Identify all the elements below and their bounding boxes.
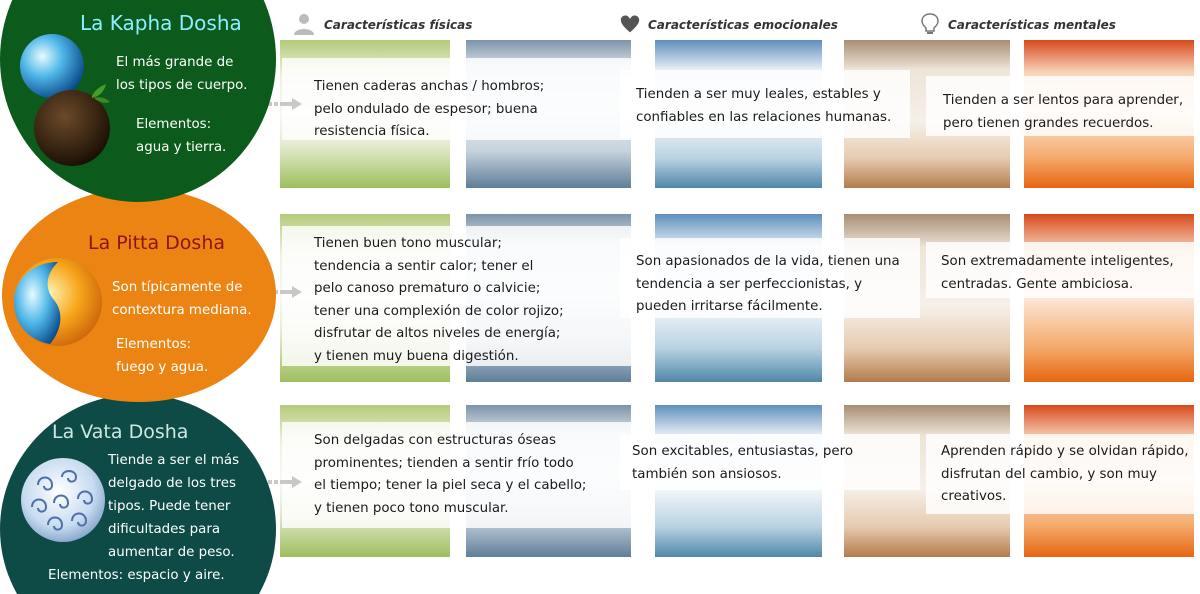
header-physical (292, 10, 472, 40)
vata-mental-text: Aprenden rápido y se olvidan rápido, disfrutan del cambio, y son muy creativos. (941, 444, 1189, 504)
header-emotional (620, 10, 838, 40)
pitta-emotional-text: Son apasionados de la vida, tienen una tendencia a ser perfeccionistas, y pueden irritarse fácilmente. (636, 254, 900, 314)
person-icon (292, 12, 316, 39)
vata-body-text: Tiende a ser el más delgado de los tres tipos. Puede tener dificultades para aumentar de peso. (108, 453, 240, 560)
kapha-body-text: El más grande de los tipos de cuerpo. (116, 55, 248, 93)
arrow-right-icon (268, 476, 304, 488)
lightbulb-icon (920, 12, 940, 39)
heart-icon (620, 14, 640, 37)
kapha-elements-text: Elementos: agua y tierra. (136, 117, 227, 155)
header-mental (920, 10, 1116, 40)
vata-elements-text: Elementos: espacio y aire. (48, 568, 225, 583)
kapha-title: La Kapha Dosha (80, 11, 242, 35)
header-emotional-label: Características emocionales (648, 18, 838, 32)
vata-physical-text: Son delgadas con estructuras óseas prominentes; tienden a sentir frío todo el tiempo; tener la piel seca y el cabello; y tienen poco tono muscular. (314, 433, 587, 516)
pitta-elements-text: Elementos: fuego y agua. (116, 337, 209, 375)
pitta-physical-text: Tienen buen tono muscular; tendencia a sentir calor; tener el pelo canoso prematuro o calvicie; tener una complexión de color rojizo; disfrutar de altos niveles de energía; y tienen muy buena digestión. (314, 236, 564, 364)
kapha-physical-text: Tienen caderas anchas / hombros; pelo ondulado de espesor; buena resistencia física. (314, 79, 545, 139)
fire-water-icon (10, 254, 106, 350)
vata-title: La Vata Dosha (52, 421, 189, 443)
fire-photo (1024, 214, 1194, 382)
pitta-mental-text: Son extremadamente inteligentes, centradas. Gente ambiciosa. (941, 254, 1174, 292)
arrow-right-icon (268, 98, 304, 110)
water-earth-icon (12, 24, 122, 169)
header-mental-label: Características mentales (948, 18, 1116, 32)
vata-emotional-text: Son excitables, entusiastas, pero también son ansiosos. (632, 444, 854, 482)
pitta-title: La Pitta Dosha (88, 232, 226, 254)
header-physical-label: Características físicas (324, 18, 473, 32)
kapha-emotional-text: Tienden a ser muy leales, estables y confiables en las relaciones humanas. (636, 87, 892, 125)
kapha-mental-text: Tienden a ser lentos para aprender, pero tienen grandes recuerdos. (943, 93, 1184, 131)
pitta-body-text: Son típicamente de contextura mediana. (112, 280, 252, 318)
air-swirl-icon (18, 455, 108, 545)
